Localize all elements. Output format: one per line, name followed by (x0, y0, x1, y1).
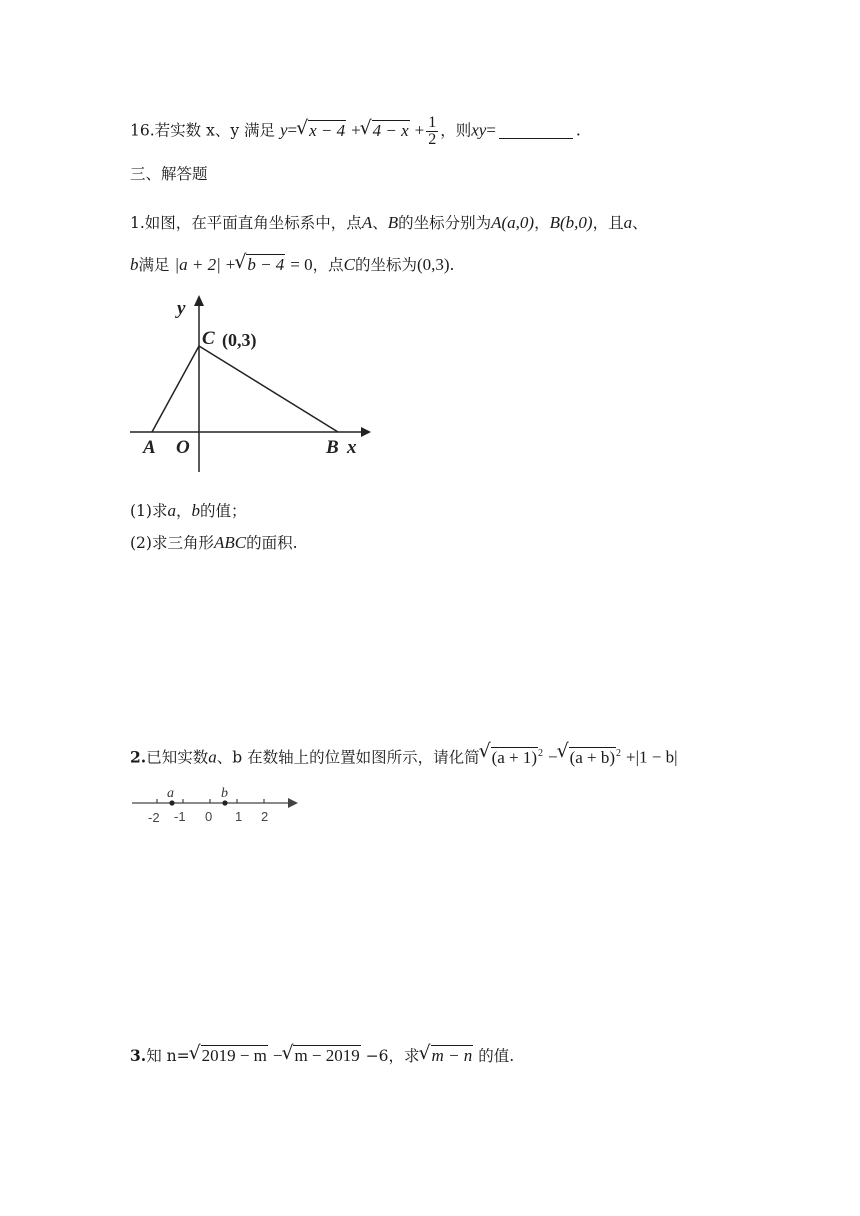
radical-1: √ x − 4 (299, 119, 346, 143)
number-line-arrow (288, 798, 298, 808)
question-1-part-1: (1)求a，b的值； (130, 501, 247, 520)
var-y: y (279, 120, 288, 140)
point-b-coord: B(b,0) (549, 213, 593, 232)
label-b: B (326, 437, 339, 458)
label-x: x (347, 437, 357, 458)
point-c-coord: (0,3) (416, 255, 450, 274)
question-number: 3. (130, 1046, 147, 1065)
point-a-dot (169, 800, 174, 805)
label-a: A (143, 437, 156, 458)
number-line-figure (130, 784, 300, 826)
question-16: 16.若实数 x、y 满足 y=√ x − 4 +√ 4 − x + $\frac{1}{2}$ ，则xy= . (130, 115, 581, 148)
tick-label: 0 (205, 809, 213, 824)
x-axis-arrow (361, 427, 371, 437)
question-text: 若实数 x、y 满足 (154, 121, 276, 140)
question-1-line-2: b满足 |a + 2| +√ b − 4 = 0，点C的坐标为(0,3). (130, 253, 454, 277)
question-3: 3.知 n=√ 2019 − m −√ m − 2019 −6，求√ m − n 的值. (130, 1044, 514, 1068)
radical-2: √ m − 2019 (284, 1044, 360, 1068)
label-c-coord: (0,3) (222, 330, 257, 350)
equals-sign: = (287, 120, 298, 140)
segment-cb (199, 346, 338, 432)
abs-expression: |a + 2| (174, 255, 221, 274)
radical: √ b − 4 (237, 253, 285, 277)
section-title: 三、解答题 (130, 165, 208, 183)
radical-2: √ $(a + b)^2$ (560, 742, 621, 770)
question-2: 2.已知实数a、b 在数轴上的位置如图所示，请化简√ $(a + 1)^2$ −√ $(a + b)^2 +|1 - b|$ (130, 742, 677, 770)
triangle-figure (125, 290, 375, 475)
fraction-half: $\frac{1}{2}$ (428, 114, 437, 148)
question-text-b: ，则 (440, 121, 472, 140)
y-axis-arrow (194, 295, 204, 306)
question-1-line-1: 1.如图，在平面直角坐标系中，点A、B的坐标分别为A(a,0)，B(b,0)，且a、 (130, 213, 648, 232)
label-o: O (176, 437, 190, 458)
question-number: 16. (130, 121, 155, 140)
question-1-part-2: (2)求三角形ABC的面积. (130, 533, 298, 552)
point-b-dot (222, 800, 227, 805)
answer-blank (499, 138, 573, 139)
point-b-label: b (221, 786, 228, 801)
point-a-label: a (167, 786, 174, 801)
tick-label: 1 (235, 809, 243, 824)
tick-label: -2 (148, 810, 160, 825)
segment-ac (152, 346, 199, 432)
abs-expression: |1 − b| (635, 747, 678, 767)
radical-2: √ 4 − x (363, 119, 410, 143)
label-c: C (202, 328, 215, 349)
tick-label: 2 (261, 809, 269, 824)
radical-3: √ m − n (422, 1044, 474, 1068)
radical-1: √ 2019 − m (192, 1044, 268, 1068)
label-y: y (177, 298, 186, 319)
question-number: 1. (130, 214, 145, 232)
expr-xy: xy (471, 120, 487, 140)
point-a-coord: A(a,0) (491, 213, 535, 232)
tick-label: -1 (174, 809, 186, 824)
radical-1: √ $(a + 1)^2$ (482, 742, 543, 770)
question-number: 2. (130, 747, 147, 767)
